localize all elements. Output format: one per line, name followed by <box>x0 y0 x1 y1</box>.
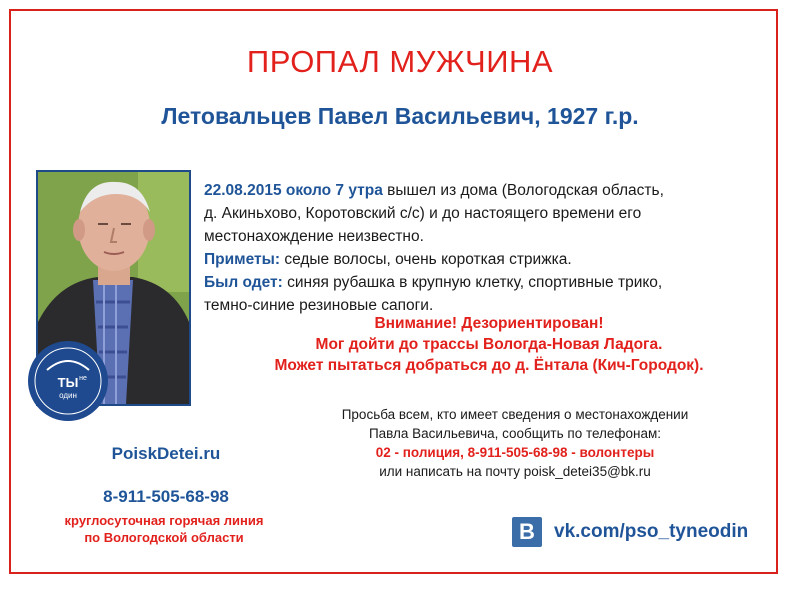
badge-main-text: ТЫ <box>57 375 79 390</box>
hotline-phone[interactable]: 8-911-505-68-98 <box>103 487 229 506</box>
warning-line: Внимание! Дезориентирован! <box>374 315 604 332</box>
clothes-label: Был одет: <box>204 274 283 291</box>
vk-link-text[interactable]: vk.com/pso_tyneodin <box>554 521 749 542</box>
appeal-block <box>300 405 730 481</box>
clothes-line2: темно-синие резиновые сапоги. <box>204 297 434 314</box>
warning-block <box>204 313 774 376</box>
missing-description <box>204 179 764 317</box>
appeal-email: или написать на почту poisk_detei35@bk.ru <box>379 464 651 479</box>
description-line3: местонахождение неизвестно. <box>204 228 424 245</box>
warning-line: Мог дойти до трассы Вологда-Новая Ладога. <box>315 336 663 353</box>
missing-person-name: Летовальцев Павел Васильевич, 1927 г.р. <box>161 103 639 129</box>
volunteer-logo-badge <box>27 340 109 422</box>
vk-icon: B <box>512 517 542 547</box>
description-line1: вышел из дома (Вологодская область, <box>387 182 664 199</box>
badge-sup-text: не <box>79 375 87 382</box>
warning-line: Может пытаться добраться до д. Ёнтала (Кич-Городок). <box>274 357 704 374</box>
appeal-line1: Просьба всем, кто имеет сведения о местонахождении <box>341 407 689 422</box>
poster-title: ПРОПАЛ МУЖЧИНА <box>246 44 554 79</box>
badge-sub-text: один <box>59 391 77 400</box>
clothes-line1: синяя рубашка в крупную клетку, спортивные трико, <box>287 274 663 291</box>
date-time: 22.08.2015 около 7 утра <box>204 182 383 199</box>
vk-link[interactable] <box>512 516 748 548</box>
signs-text: седые волосы, очень короткая стрижка. <box>284 251 572 268</box>
appeal-line2: Павла Васильевича, сообщить по телефонам: <box>368 426 662 441</box>
signs-label: Приметы: <box>204 251 281 268</box>
website-link[interactable]: PoiskDetei.ru <box>111 444 221 463</box>
hotline-description <box>20 512 308 546</box>
appeal-phones: 02 - полиция, 8-911-505-68-98 - волонтеры <box>375 445 655 460</box>
hotline-line2: по Вологодской области <box>84 530 244 545</box>
description-line2: д. Акиньхово, Коротовский с/с) и до настоящего времени его <box>204 205 642 222</box>
hotline-line1: круглосуточная горячая линия <box>64 513 264 528</box>
